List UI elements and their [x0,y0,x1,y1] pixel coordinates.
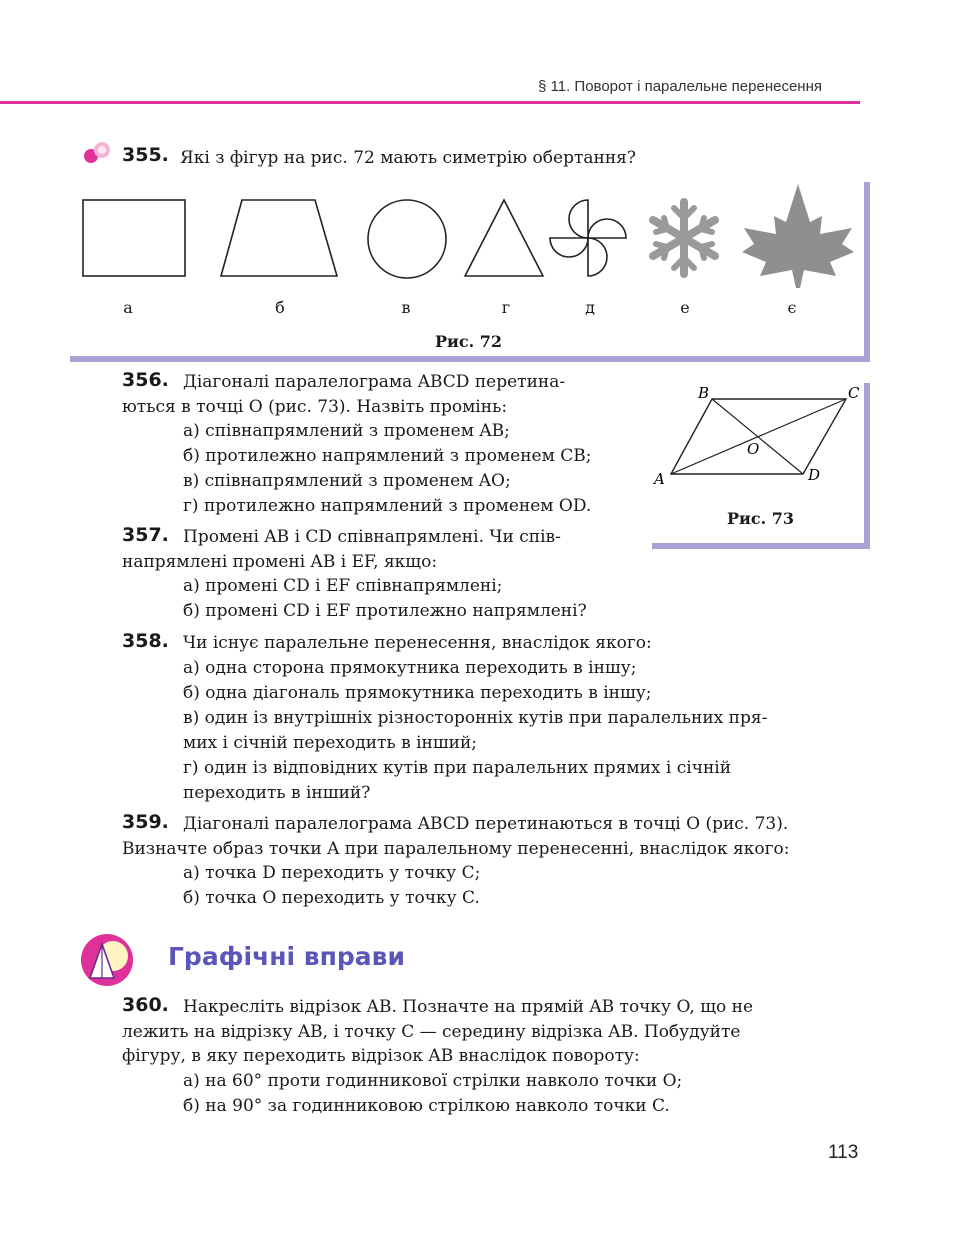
fig72-frame-right [864,182,870,362]
fig72-label-b: б [275,298,285,317]
section-title: Графічні вправи [168,942,405,971]
ex356-item-h: г) протилежно напрямлений з променем OD. [183,496,592,516]
fig72-label-a: а [123,298,133,317]
ex357-item-a: а) промені CD і EF співнапрямлені; [183,576,503,596]
square-shape [83,200,185,276]
fig73-frame-bottom [652,543,870,549]
ex356-item-b: б) протилежно напрямлений з променем CB; [183,446,592,466]
point-label-c: C [848,384,860,402]
fig72-frame-bottom [70,356,870,362]
ex359-item-a: а) точка D переходить у точку C; [183,863,481,883]
ex358-item-h-cont: переходить в інший? [183,783,371,803]
graphic-exercises-icon [80,932,136,988]
ex360-line-3: фігуру, в яку переходить відрізок AB внаслідок повороту: [122,1046,640,1066]
ex359-line-1: Діагоналі паралелограма ABCD перетинаються в точці O (рис. 73). [183,814,789,834]
fig72-label-ye: є [787,298,797,317]
point-label-d: D [808,466,821,484]
figure-73 [650,382,862,492]
running-header: § 11. Поворот і паралельне перенесення [538,78,822,95]
fig72-label-v: в [401,298,411,317]
fig72-label-h: г [501,298,511,317]
ex356-line-1: Діагоналі паралелограма ABCD перетина- [183,372,566,392]
ex358-item-a: а) одна сторона прямокутника переходить в іншу; [183,658,637,678]
exercise-number-357: 357. [122,524,169,546]
exercise-number-360: 360. [122,994,169,1016]
point-label-a: A [654,470,665,488]
pinwheel-shape [550,200,626,276]
fig72-label-e: е [680,298,690,317]
circle-shape [368,200,446,278]
exercise-number-358: 358. [122,630,169,652]
ex357-item-b: б) промені CD і EF протилежно напрямлені? [183,601,587,621]
ex357-line-2: напрямлені промені AB і EF, якщо: [122,552,438,572]
ex356-item-a: а) співнапрямлений з променем AB; [183,421,510,441]
fig72-caption: Рис. 72 [435,332,503,351]
point-label-o: O [747,440,760,458]
ex360-line-1: Накресліть відрізок AB. Позначте на прямій AB точку O, що не [183,997,754,1017]
figure-72 [70,178,870,308]
exercise-number-355: 355. [122,144,169,166]
ex360-item-a: а) на 60° проти годинникової стрілки навколо точки O; [183,1071,683,1091]
exercise-number-356: 356. [122,369,169,391]
difficulty-dots-icon [82,140,112,166]
point-label-b: B [698,384,710,402]
triangle-shape [465,200,543,276]
fig73-frame-right [864,383,870,549]
ex359-line-2: Визначте образ точки A при паралельному перенесенні, внаслідок якого: [122,839,790,859]
snowflake-shape [653,202,715,274]
exercise-355-text: Які з фігур на рис. 72 мають симетрію обертання? [180,148,636,168]
ex358-item-b: б) одна діагональ прямокутника переходить в іншу; [183,683,652,703]
fig72-label-d: д [585,298,595,317]
ex360-line-2: лежить на відрізку AB, і точку C — середину відрізка AB. Побудуйте [122,1022,741,1042]
exercise-number-359: 359. [122,811,169,833]
header-rule [0,101,860,104]
maple-leaf-shape [742,184,854,288]
ex358-item-v: в) один із внутрішніх різносторонніх кутів при паралельних пря- [183,708,768,728]
ex356-item-v: в) співнапрямлений з променем AO; [183,471,511,491]
diagonal-bd [712,399,803,474]
ex359-item-b: б) точка O переходить у точку C. [183,888,480,908]
ex357-line-1: Промені AB і CD співнапрямлені. Чи спів- [183,527,561,547]
ex358-item-h: г) один із відповідних кутів при паралельних прямих і січній [183,758,732,778]
ex360-item-b: б) на 90° за годинниковою стрілкою навколо точки C. [183,1096,670,1116]
page-number: 113 [828,1142,859,1163]
fig73-caption: Рис. 73 [727,509,795,528]
ex356-line-2: ються в точці O (рис. 73). Назвіть промінь: [122,397,508,417]
diagonal-ac [671,399,846,474]
ex358-line-1: Чи існує паралельне перенесення, внаслідок якого: [183,633,652,653]
trapezoid-shape [221,200,337,276]
ex358-item-v-cont: мих і січній переходить в інший; [183,733,478,753]
